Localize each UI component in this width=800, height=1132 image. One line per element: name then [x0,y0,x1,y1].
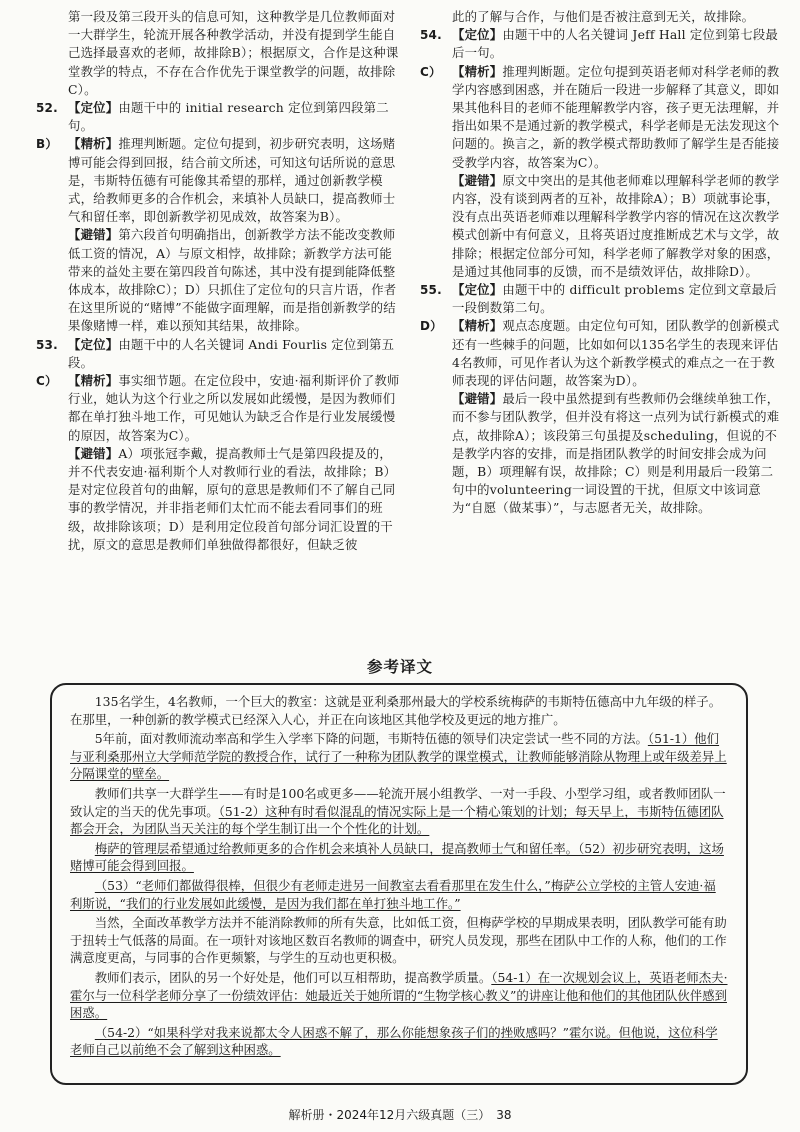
q52-number: 52. [36,101,58,116]
q53-locate [36,336,400,372]
q54-answer: C） [420,64,442,79]
q55-avoid-tag: 【避错】 [452,391,503,407]
q54-avoid [420,172,780,281]
translation-paragraph-6 [70,914,728,967]
page-footer: 解析册・2024年12月六级真题（三） 38 [288,1108,512,1122]
q53-locate-text: 由题干中的人名关键词 Andi Fourlis 定位到第五段。 [68,336,395,370]
translation-p8-underlined: （54-2）“如果科学对我来说都太令人困惑不解了，那么你能想象孩子们的挫败感吗？”霍尔说。但他说，这位科学老师自己以前绝不会了解到这种困惑。 [70,1024,718,1058]
translation-paragraph-7 [70,969,728,1022]
q52-avoid-tag: 【避错】 [68,227,119,243]
translation-p7-underlined: （54-1）在一次规划会议上，英语老师杰夫·霍尔与一位科学老师分享了一份绩效评估：她最近关于她所谓的“生物学核心教义”的讲座让他和他们的其他团队伙伴感到困惑。 [70,969,728,1021]
q55-avoid-text: 最后一段中虽然提到有些教师仍会继续单独工作，而不参与团队教学，但并没有将这一点列为试行新模式的难点，故排除A）；该段第三句虽提及scheduling，但说的不是教学内容的安排，而是指团队教学的时间安排会成为问题，B）项理解有误，故排除；C）则是利用最后一段第二句中的volunteering一词设置的干扰，但原文中该词意为“自愿（做某事）”，与志愿者无关，故排除。 [452,391,780,516]
translation-p4-underlined: 梅萨的管理层希望通过给教师更多的合作机会来填补人员缺口，提高教师士气和留任率。（52）初步研究表明，这场赌博可能会得到回报。 [70,840,724,874]
q55-locate-tag: 【定位】 [452,282,503,298]
q55-analysis [420,317,780,390]
q53-locate-tag: 【定位】 [68,336,119,352]
q53-avoid-text: A）项张冠李戴，提高教师士气是第四段提及的，并不代表安迪·福利斯个人对教师行业的看法，故排除；B）是对定位段首句的曲解，原句的意思是教师们不了解自己同事的教学情况，并非指老师们太忙而不能去看同事们的班级，故排除该项；D）是利用定位段首句部分词汇设置的干扰，原文的意思是教师们单独做得都很好，但缺乏彼 [68,445,397,552]
q55-analysis-tag: 【精析】 [452,318,503,334]
q53-number: 53. [36,337,58,352]
q53-avoid-tag: 【避错】 [68,445,119,461]
q52-locate [36,99,400,135]
q53-analysis-tag: 【精析】 [68,373,119,389]
q55-number: 55. [420,283,442,298]
translation-p7-text: 教师们表示，团队的另一个好处是，他们可以互相帮助，提高教学质量。 [94,969,492,985]
q54-analysis [420,63,780,172]
q53-analysis-text: 事实细节题。在定位段中，安迪·福利斯评价了教师行业，她认为这个行业之所以发展如此缓慢，是因为教师们都在单打独斗地工作，可见她认为缺乏合作是行业发展缓慢的原因，故答案为C）。 [68,373,400,443]
q52-answer: B） [36,137,58,152]
translation-p5-underlined: （53）“老师们都做得很棒，但很少有老师走进另一间教室去看看那里在发生什么，”梅萨公立学校的主管人安迪·福利斯说，“我们的行业发展如此缓慢，是因为我们都在单打独斗地工作。” [70,877,716,911]
q54-avoid-tag: 【避错】 [452,172,503,188]
q55-locate [420,281,780,317]
translation-paragraph-3 [70,785,728,838]
right-column [420,8,780,518]
q53-tail-text: 此的了解与合作，与他们是否被注意到无关，故排除。 [452,9,755,24]
q53-answer: C） [36,374,58,389]
translation-paragraph-1 [70,693,728,728]
q55-analysis-text: 观点态度题。由定位句可知，团队教学的创新模式还有一些棘手的问题，比如如何以135名学生的表现来评估4名教师，可见作者认为这个新教学模式的难点之一在于教师表现的评估问题，故答案为D）。 [452,318,780,389]
translation-paragraph-2 [70,730,728,783]
q55-answer: D） [420,319,443,334]
q55-avoid [420,390,780,517]
translation-box [50,683,748,1085]
q53-analysis [36,372,400,445]
translation-p3-text: 教师们共享一大群学生——有时是100名或更多——轮流开展小组教学、一对一手段、小型学习组，或者教师团队一致认定的当天的优先事项。 [70,785,726,819]
q53-avoid [36,445,400,554]
q52-analysis-tag: 【精析】 [68,136,119,152]
translation-p1-text: 135名学生，4名教师，一个巨大的教室：这就是亚利桑那州最大的学校系统梅萨的韦斯特伍德高中九年级的样子。在那里，一种创新的教学模式已经深入人心，并正在向该地区其他学校及更远的地方推广。 [70,694,722,727]
translation-paragraph-4 [70,840,728,875]
q52-avoid [36,226,400,335]
translation-paragraph-8 [70,1024,728,1059]
q54-analysis-tag: 【精析】 [452,63,503,79]
translation-p3-underlined: （51-2）这种有时看似混乱的情况实际上是一个精心策划的计划；每天早上，韦斯特伍德团队都会开会，为团队当天关注的每个学生制订出一个个性化的计划。 [70,803,724,837]
q54-locate [420,26,780,62]
q52-analysis [36,135,400,226]
translation-heading: 参考译文 [366,658,433,676]
q54-analysis-text: 推理判断题。定位句提到英语老师对科学老师的教学内容感到困惑，并在随后一段进一步解释了其意义，即如果其他科目的老师不能理解教学内容，孩子更无法理解，并指出如果不是通过新的教学模式，科学老师是无法发现这个问题的。换言之，新的教学模式帮助教师了解学生是否能接受教学内容，故答案为C）。 [452,63,780,170]
q52-locate-text: 由题干中的 initial research 定位到第四段第二句。 [68,100,389,134]
q54-locate-tag: 【定位】 [452,27,503,43]
translation-p2-text: 5年前，面对教师流动率高和学生入学率下降的问题，韦斯特伍德的领导们决定尝试一些不同的方法。 [94,731,648,747]
translation-heading-row [0,654,800,678]
translation-paragraph-5 [70,877,728,912]
translation-p2-underlined: （51-1）他们与亚利桑那州立大学师范学院的教授合作，试行了一种称为团队教学的课堂模式，让教师能够消除从物理上或年级差异上分隔课堂的壁垒。 [70,731,727,782]
q54-avoid-text: 原文中突出的是其他老师难以理解科学老师的教学内容，没有谈到两者的互补，故排除A）；B）项就事论事，没有点出英语老师难以理解科学教学内容的情况在这次教学模式创新中有何意义，且将英语过度推断成艺术与文学，故排除；根据定位部分可知，科学老师了解教学对象的困惑，是通过其他同事的反馈，而不是绩效评估，故排除D）。 [452,172,780,279]
q54-locate-text: 由题干中的人名关键词 Jeff Hall 定位到第七段最后一句。 [452,27,779,61]
left-column [36,8,400,554]
translation-p6-text: 当然，全面改革教学方法并不能消除教师的所有失意，比如低工资，但梅萨学校的早期成果表明，团队教学可能有助于扭转士气低落的局面。在一项针对该地区数百名教师的调查中，研究人员发现，那些在团队中工作的人称，他们的工作满意度更高，与同事的合作更频繁，与学生的互动也更积极。 [70,915,727,966]
q52-locate-tag: 【定位】 [68,100,119,116]
q52-avoid-text: 第六段首句明确指出，创新教学方法不能改变教师低工资的情况，A）与原文相悖，故排除；新教学方法可能带来的益处主要在第四段首句陈述，其中没有提到能降低整体成本，故排除C）；D）只抓住了定位句的只言片语，作者在这里所说的“赌博”不能做字面理解，而是指创新教学的结果像赌博一样，难以预知其结果，故排除。 [68,227,397,334]
q54-number: 54. [420,28,442,43]
q51-tail-text: 第一段及第三段开头的信息可知，这种教学是几位教师面对一大群学生，轮流开展各种教学活动，并没有提到学生能自己选择最喜欢的老师，故排除B）；根据原文，合作是这种课堂教学的特点，不存在合作优先于课堂教学的问题，故排除C）。 [68,9,399,97]
q55-locate-text: 由题干中的 difficult problems 定位到文章最后一段倒数第二句。 [452,282,777,316]
q52-analysis-text: 推理判断题。定位句提到，初步研究表明，这场赌博可能会得到回报，结合前文所述，可知这句话所说的意思是，韦斯特伍德有可能像其希望的那样，通过创新教学模式，给教师更多的合作机会，来填补人员缺口，提高教师士气和留任率，即创新教学初见成效，故答案为B）。 [68,136,396,225]
